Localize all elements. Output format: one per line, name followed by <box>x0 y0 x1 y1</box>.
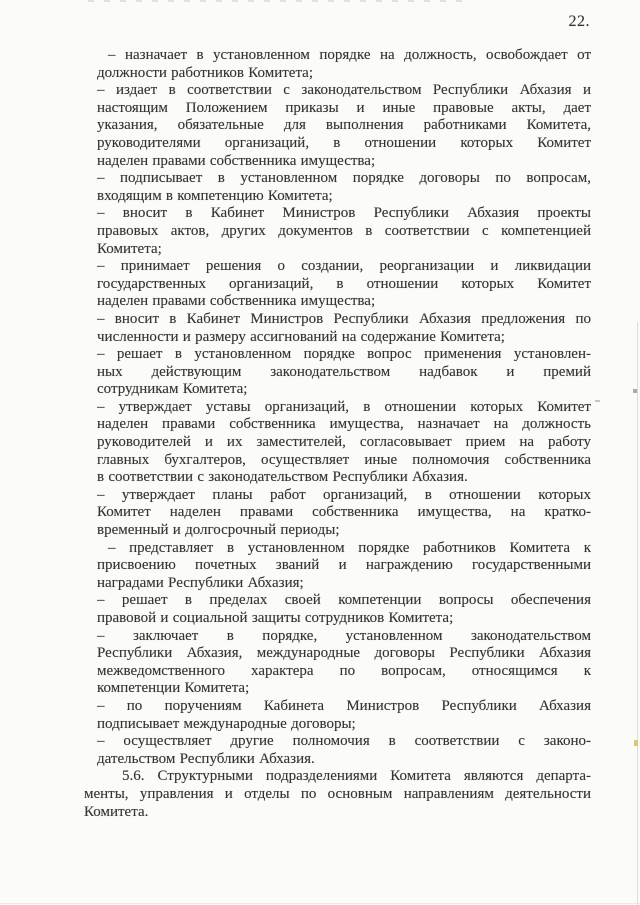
text-line: Комитета; <box>97 240 162 257</box>
bullet-paragraph <box>97 540 591 593</box>
text-line: – принимает решения о создании, реорганизации и ликвидации <box>97 258 591 275</box>
text-line: – по поручениям Кабинета Министров Республики Абхазия <box>97 697 591 714</box>
bullet-paragraph <box>97 698 591 733</box>
document-body <box>84 47 591 821</box>
text-line: сотрудникам Комитета; <box>97 381 248 398</box>
bullet-paragraph <box>97 346 591 399</box>
text-line: численности и размеру ассигнований на содержание Комитета; <box>97 328 505 345</box>
bullet-paragraph <box>97 487 591 540</box>
text-line: – заключает в порядке, установленном законодательством <box>97 627 591 644</box>
text-line: дательством Республики Абхазия. <box>97 750 315 767</box>
bullet-paragraph <box>97 258 591 311</box>
bullet-paragraph <box>97 82 591 170</box>
text-line: Комитета. <box>84 803 149 820</box>
text-line: правовой и социальной защиты сотрудников Комитета; <box>97 610 454 626</box>
text-line: правовых актов, других документов в соответствии с компетенцией <box>97 222 591 239</box>
bullet-paragraph <box>97 205 591 258</box>
text-line: в соответствии с законодательством Республики Абхазия. <box>97 469 468 486</box>
text-line: – утверждает планы работ организаций, в отношении которых <box>97 486 591 503</box>
text-line: наделен правами собственника имущества, назначает на должность <box>97 416 591 433</box>
scan-artifact-edge-line <box>637 322 638 905</box>
text-line: – издает в соответствии с законодательством Республики Абхазия и <box>97 82 591 99</box>
bullet-paragraph <box>97 47 591 82</box>
text-line: – решает в пределах своей компетенции вопросы обеспечения <box>97 592 591 609</box>
scan-artifact-speck <box>634 740 638 746</box>
text-line: руководителей и их заместителей, согласовывает прием на работу <box>97 434 591 451</box>
bullet-paragraph <box>97 399 591 487</box>
text-line: – подписывает в установленном порядке договоры по вопросам, <box>97 170 591 187</box>
text-line: должности работников Комитета; <box>97 64 314 81</box>
text-line: – осуществляет другие полномочия в соответствии с законо- <box>97 733 591 750</box>
text-line: – представляет в установленном порядке работников Комитета к <box>108 539 591 556</box>
text-line: указания, обязательные для выполнения работниками Комитета, <box>97 117 591 134</box>
scan-artifact-bottom-line <box>0 903 640 904</box>
text-line: наделен правами собственника имущества; <box>97 152 376 169</box>
text-line: – решает в установленном порядке вопрос применения установлен- <box>97 346 591 363</box>
bullet-paragraph <box>97 311 591 346</box>
bullet-paragraph <box>97 628 591 698</box>
text-line: менты, управления и отделы по основным направлениям деятельности <box>84 785 591 802</box>
scan-artifact-speck <box>595 400 600 402</box>
scan-artifact-top-marks <box>88 0 468 2</box>
page-number: 22. <box>568 13 590 30</box>
text-line: – назначает в установленном порядке на должность, освобождает от <box>108 47 591 63</box>
text-line: временный и долгосрочный периоды; <box>97 522 340 539</box>
text-line: – вносит в Кабинет Министров Республики Абхазия проекты <box>97 205 591 222</box>
text-line: входящим в компетенцию Комитета; <box>97 187 333 204</box>
bullet-list <box>97 47 591 768</box>
closing-paragraph <box>84 768 591 821</box>
text-line: межведомственного характера по вопросам, относящимся к <box>97 662 591 679</box>
bullet-paragraph <box>97 733 591 768</box>
text-line: наградами Республики Абхазия; <box>97 574 304 591</box>
text-line: Комитет наделен правами собственника имущества, на кратко- <box>97 504 591 521</box>
text-line: настоящим Положением приказы и иные правовые акты, дает <box>97 99 591 116</box>
text-line: ных действующим законодательством надбавок и премий <box>97 363 591 380</box>
text-line: подписывает международные договоры; <box>97 715 356 732</box>
text-line: наделен правами собственника имущества; <box>97 293 376 310</box>
text-line: главных бухгалтеров, осуществляет иные полномочия собственника <box>97 451 591 468</box>
text-line: Республики Абхазия, международные договоры Республики Абхазия <box>97 645 591 662</box>
text-line: – вносит в Кабинет Министров Республики Абхазия предложения по <box>97 310 591 327</box>
text-line: 5.6. Структурными подразделениями Комитета являются департа- <box>122 768 591 785</box>
bullet-paragraph <box>97 592 591 627</box>
text-line: руководителями организаций, в отношении которых Комитет <box>97 134 591 151</box>
text-line: компетенции Комитета; <box>97 680 250 697</box>
scan-artifact-speck <box>633 389 637 393</box>
text-line: – утверждает уставы организаций, в отношении которых Комитет <box>97 398 591 415</box>
text-line: присвоению почетных званий и награждению государственными <box>97 557 591 574</box>
bullet-paragraph <box>97 170 591 205</box>
text-line: государственных организаций, в отношении которых Комитет <box>97 275 591 292</box>
